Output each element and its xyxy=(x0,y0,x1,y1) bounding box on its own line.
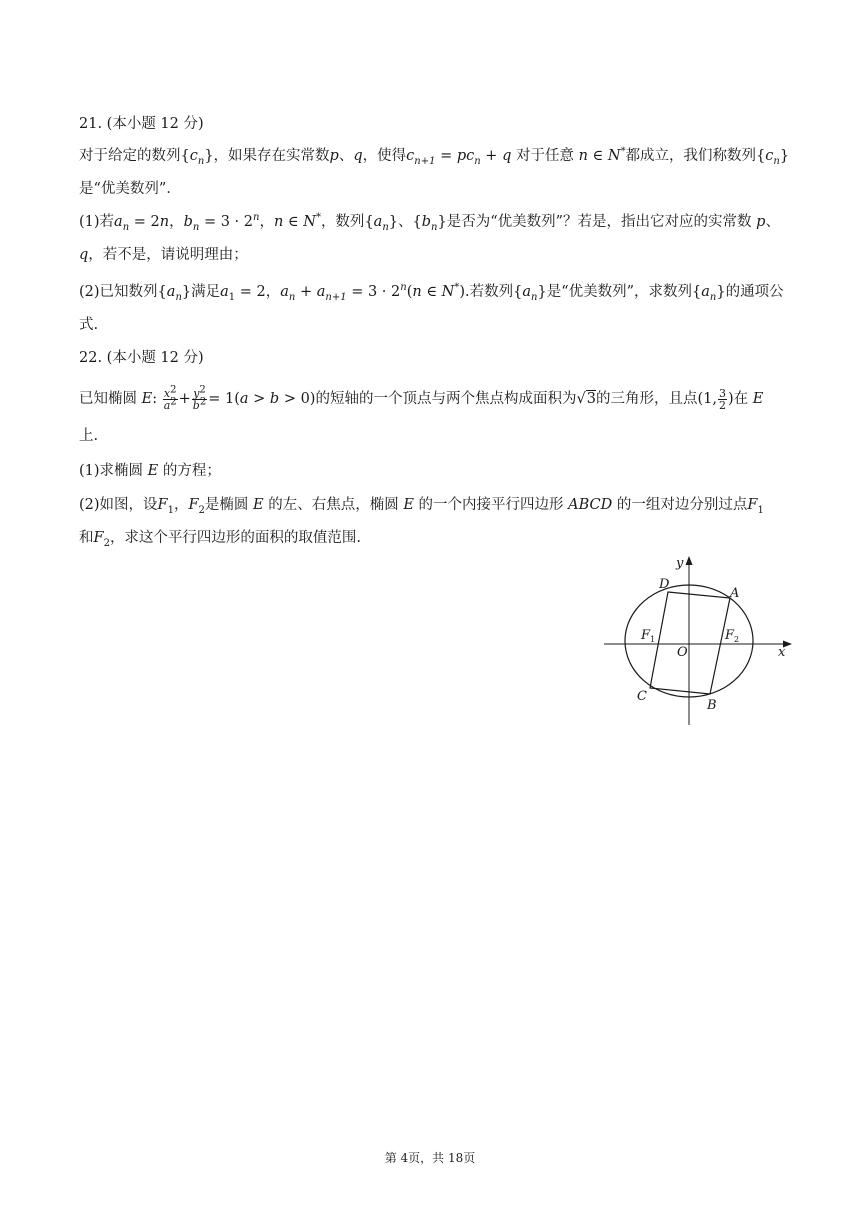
q21-header: 21. (本小题 12 分) xyxy=(79,116,204,132)
q22-part2-line1: (2)如图，设$F_1$，$F_2$是椭圆 E 的左、右焦点，椭圆 E 的一个内接平行四边形 ABCD 的一组对边分别过点$F_1$ xyxy=(79,497,764,516)
q21-part1-line2: q，若不是，请说明理由； xyxy=(79,247,248,263)
label-b: B xyxy=(707,698,717,713)
label-f2: $F_2$ xyxy=(725,628,740,644)
label-f1: $F_1$ xyxy=(641,628,656,644)
q21-statement-line2: 是“优美数列”． xyxy=(79,181,181,197)
page-footer: 第 4页，共 18页 xyxy=(384,1151,476,1165)
parallelogram-abcd xyxy=(650,592,730,694)
label-origin: O xyxy=(677,645,688,660)
label-x: x xyxy=(778,645,786,660)
y-axis-arrow xyxy=(686,556,693,565)
label-c: C xyxy=(637,689,647,704)
q22-part2-line2: 和$F_2$，求这个平行四边形的面积的取值范围. xyxy=(79,530,362,549)
q21-part1-line1: (1)若$a_n = 2n$，$b_n = 3 \cdot 2^n$，n ∈ N*，数列$\{a_n\}$、$\{b_n\}$是否为“优美数列”？若是，指出它对应的实常数 p、 xyxy=(79,212,780,233)
q21-statement-line1: 对于给定的数列$\{c_n\}$，如果存在实常数p、q，使得$c_{n+1} = pc_n + q$ 对于任意 n ∈ N*都成立，我们称数列$\{c_n\}$ xyxy=(79,146,790,167)
q22-part1: (1)求椭圆 E 的方程； xyxy=(79,463,221,479)
q22-statement-line2: 上. xyxy=(79,428,99,444)
label-y: y xyxy=(676,556,684,571)
ellipse-parallelogram-figure xyxy=(600,550,800,730)
q21-part2-line1: (2)已知数列$\{a_n\}$满足$a_1 = 2$，$a_n + a_{n+1} = 3 \cdot 2^n(n$ ∈ N*).若数列$\{a_n\}$是“优美数列”，求数列$\{a_n\}$的通项公 xyxy=(79,282,784,303)
label-a: A xyxy=(730,586,740,601)
q22-statement-line1: 已知椭圆 E: $\frac{x^2}{a^2}$ + $\frac{y^2}{b^2}$ = 1(a > b > 0)的短轴的一个顶点与两个焦点构成面积为√3的三角形，且点(1, $\frac{3}{2}$ )在 E xyxy=(79,383,764,412)
q22-header: 22. (本小题 12 分) xyxy=(79,350,204,366)
label-d: D xyxy=(659,577,670,592)
q21-part2-line2: 式. xyxy=(79,317,99,333)
